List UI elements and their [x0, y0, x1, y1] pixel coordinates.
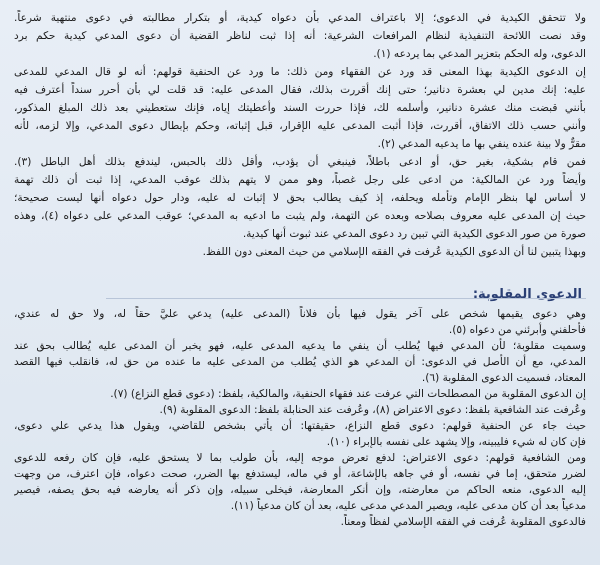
text-line: ومن الشافعية قولهم: دعوى الاعتراض: لدفع تعرض موجه إليه، بأن طولب بما لا يستحق عليه، فإن كان رفعه للدعوى: [14, 452, 586, 464]
text-line: المدعي، مع أن الأصل في الدعوى: أن المدعي هو الذي يُطلب من المدعى عليه ما عنده من حق له، فانقلب فيها القصد: [14, 356, 586, 368]
section-heading-maqluba: الدعوى المقلوبة:: [472, 287, 582, 302]
text-line: وعُرفت عند الشافعية بلفظ: دعوى الاعتراض (٨)، وعُرفت عند الحنابلة بلفظ: الدعوى المقلوبة (٩).: [159, 404, 586, 416]
text-line: وسميت مقلوبة؛ لأن المدعي فيها يُطلب أن ينفي ما يدعيه المدعى عليه، فهو يخبر أن المدعى عليه يُطالب بحق عند: [14, 340, 586, 352]
text-line: إليه الدعوى، منعه الحاكم من معارضته، وإن أنكر المعارضة، فيخلى سبيله، وإن ذكر أنه يعارضه فيه بحق يصفه، فيصير: [14, 484, 586, 496]
text-line: المعتاد، فسميت الدعوى المقلوبة (٦).: [421, 372, 586, 384]
text-line: صورة من صور الدعوى الكيدية التي تبين رد دعوى المدعي عند ثبوت أنها كيدية.: [242, 228, 586, 240]
text-line: وقد نصت اللائحة التنفيذية لنظام المرافعات الشرعية: أنه إذا ثبت لناظر القضية أن دعوى المدعي كيدية حكم برد: [14, 30, 586, 42]
text-line: عليه: إنك مدين لي بعشرة دنانير؛ حتى إنك أقررت بذلك، فقال المدعى عليه: قد قلت لي بأن أحرر سنداً أعترف فيه: [14, 84, 586, 96]
text-line: وبهذا يتبين لنا أن الدعوى الكيدية عُرفت في الفقه الإسلامي من حيث المعنى دون اللفظ.: [202, 246, 586, 258]
text-line: فمن قام بشكية، بغير حق، أو ادعى باطلاً، فينبغي أن يؤدب، وأقل ذلك بالحبس، ليندفع بذلك أهل الباطل (٣).: [14, 156, 586, 168]
text-line: حيث جاء عن الحنفية قولهم: دعوى قطع النزاع، حقيقتها: أن يأتي بشخص للقاضي، ويقول هذا يدعي علي دعوى،: [14, 420, 586, 432]
text-line: وهي دعوى يقيمها شخص على آخر يقول فيها بأن فلاناً (المدعى عليه) يدعي عليَّ حقاً له، ولا حق له عندي،: [14, 308, 586, 320]
text-line: بأنني قبضت منك عشرة دنانير، وأسلمه لك، فإذا حررت السند وأعطيتك إياه، فإنك ستعطيني بعد ذلك المبلغ المذكور،: [14, 102, 586, 114]
text-line: مقرٌّ ولا بينة عنده ينفي بها ما يدعيه المدعي (٢).: [377, 138, 586, 150]
text-line: مدعياً بعد أن كان مدعى عليه، ويصير المدعي مدعى عليه، بعد أن كان مدعياً (١١).: [230, 500, 586, 512]
text-line: لضرر متحقق، إما في نفسه، أو في جاهه بالإشاعة، أو في ماله، ليستدفع بها الضرر، صحت دعواه، فإن اعترف، من وجهت: [14, 468, 586, 480]
text-line: ولا تتحقق الكيدية في الدعوى؛ إلا باعتراف المدعي بأن دعواه كيدية، أو بتكرار مطالبته في دعوى منتهية شرعاً.: [14, 12, 586, 24]
text-line: فإن كان له شيء فليبينه، وإلا يشهد على نفسه بالإبراء (١٠).: [326, 436, 586, 448]
text-line: وأنني حسب ذلك الاتفاق، أقررت، فإذا أثبت المدعى عليه الإقرار، قبل إثباته، وحكم بإبطال دعوى المدعي، وإلا لزمه، لأنه: [14, 120, 586, 132]
text-line: فأحلفني وأبرئني من دعواه (٥).: [448, 324, 586, 336]
heading-divider: [106, 298, 586, 299]
text-line: حيث إن المدعى عليه معروف بصلاحه وبعده عن التهمة، ولم يثبت ما ادعيه به المدعي؛ عوقب المدعي على دعواه (٤)، وهذه: [14, 210, 586, 222]
text-line: إن الدعوى الكيدية بهذا المعنى قد ورد عن الفقهاء ومن ذلك: ما ورد عن الحنفية قولهم: أنه لو قال المدعي للمدعى: [14, 66, 586, 78]
text-line: الدعوى، وله الحكم بتعزير المدعي بما يردعه (١).: [373, 48, 586, 60]
text-line: إن الدعوى المقلوبة من المصطلحات التي عرفت عند فقهاء الحنفية، والمالكية، بلفظ: (دعوى قطع النزاع) (٧).: [110, 388, 586, 400]
text-line: وأيضاً ورد عن المالكية: من ادعى على رجل غصباً، وهو ممن لا يتهم بذلك عوقب المدعي، إذا ثبت أن ذلك تهمة: [14, 174, 586, 186]
text-line: لا أساس لها بنظر الإمام وتأمله ويحلفه، إذ كيف يطالب بحق لا إثبات له عليه، ودار حول دعواه أنها ليست صحيحة؛: [14, 192, 586, 204]
text-line: فالدعوى المقلوبة عُرفت في الفقه الإسلامي لفظاً ومعناً.: [340, 516, 586, 528]
